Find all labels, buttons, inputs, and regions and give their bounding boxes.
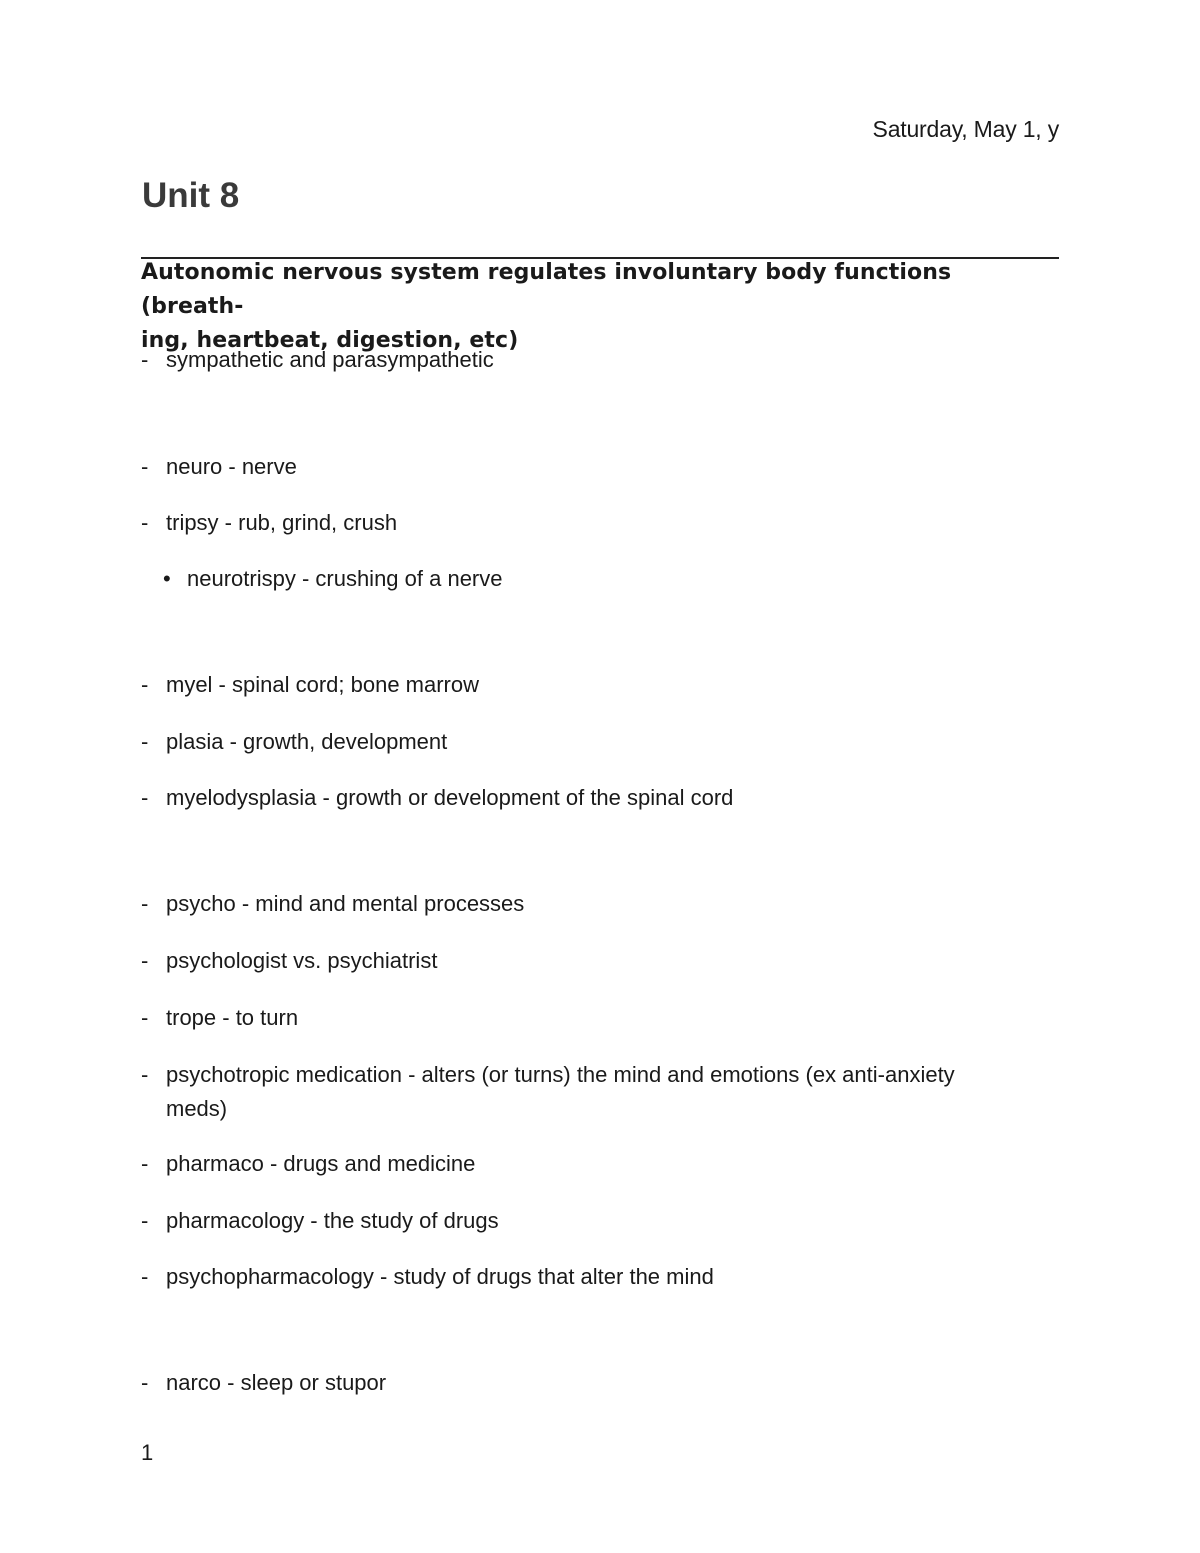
list-item [141, 450, 1021, 484]
list-item [141, 1260, 1021, 1294]
dash-marker: - [141, 1062, 149, 1087]
list-item [141, 887, 1021, 921]
list-item [141, 343, 1021, 377]
list-item-text: pharmacology - the study of drugs [166, 1208, 499, 1233]
dash-marker: - [141, 1151, 149, 1176]
dash-marker: - [141, 891, 149, 916]
dash-marker: - [141, 672, 149, 697]
page-number: 1 [141, 1440, 154, 1465]
list-item-text: pharmaco - drugs and medicine [166, 1151, 476, 1176]
list-item [141, 781, 1021, 815]
bullet-marker: • [163, 566, 171, 591]
list-item-text: neuro - nerve [166, 454, 297, 479]
list-item [141, 944, 1021, 978]
dash-marker: - [141, 1208, 149, 1233]
list-item [141, 506, 1021, 540]
list-item-text: myelodysplasia - growth or development of the spinal cord [166, 785, 734, 810]
list-item [141, 1204, 1021, 1238]
dash-marker: - [141, 347, 149, 372]
dash-marker: - [141, 1370, 149, 1395]
list-item [141, 1001, 1021, 1035]
document-date: Saturday, May 1, y [872, 116, 1059, 142]
list-item [141, 1366, 1021, 1400]
section-heading-line-2: ing, heartbeat, digestion, etc) [141, 328, 519, 353]
list-item-text: psychotropic medication - alters (or turns) the mind and emotions (ex anti-anxiety meds) [166, 1062, 955, 1121]
list-item [141, 725, 1021, 759]
dash-marker: - [141, 454, 149, 479]
page-title: Unit 8 [142, 176, 240, 215]
list-item [141, 1147, 1021, 1181]
list-item-text: sympathetic and parasympathetic [166, 347, 494, 372]
list-item-text: psychopharmacology - study of drugs that alter the mind [166, 1264, 714, 1289]
list-item-text: psycho - mind and mental processes [166, 891, 525, 916]
dash-marker: - [141, 1264, 149, 1289]
list-item [141, 1058, 1021, 1126]
list-item-text: plasia - growth, development [166, 729, 448, 754]
dash-marker: - [141, 510, 149, 535]
dash-marker: - [141, 948, 149, 973]
dash-marker: - [141, 729, 149, 754]
list-item [141, 668, 1021, 702]
list-item-text: psychologist vs. psychiatrist [166, 948, 438, 973]
section-heading-line-1: Autonomic nervous system regulates involuntary body functions (breath- [141, 260, 952, 319]
list-item-text: tripsy - rub, grind, crush [166, 510, 398, 535]
dash-marker: - [141, 785, 149, 810]
sub-list-item-text: neurotrispy - crushing of a nerve [187, 566, 503, 591]
list-item-text: myel - spinal cord; bone marrow [166, 672, 480, 697]
dash-marker: - [141, 1005, 149, 1030]
list-item-text: trope - to turn [166, 1005, 299, 1030]
list-item-text: narco - sleep or stupor [166, 1370, 387, 1395]
sub-list-item [163, 562, 503, 596]
